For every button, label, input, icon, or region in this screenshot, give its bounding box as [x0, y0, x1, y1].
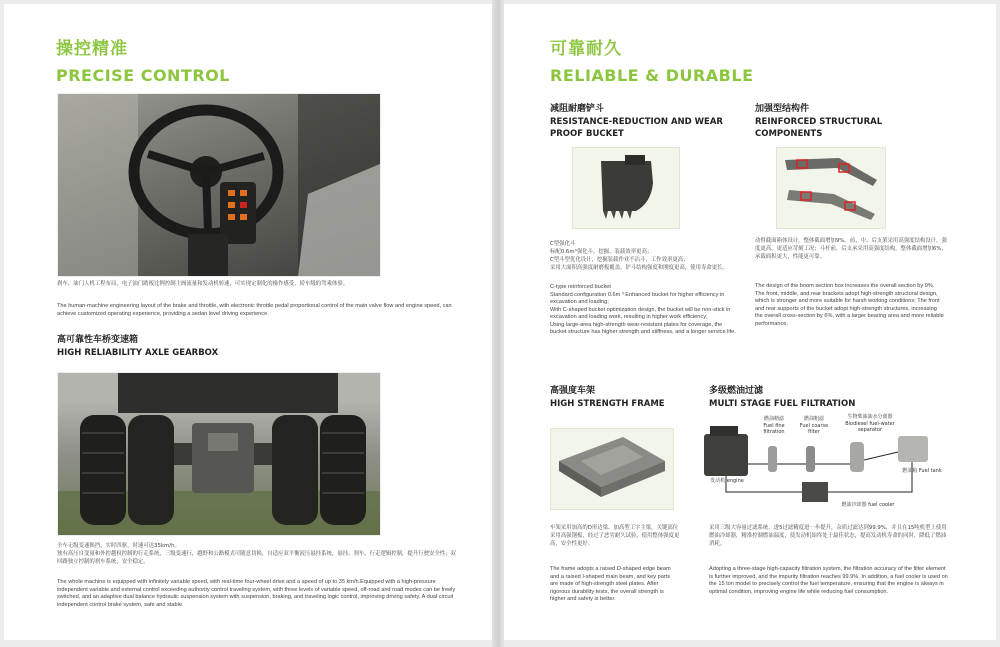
structure-description-en: The design of the boom section box increases the overall section by 9%. The front, middle, and rear brackets adopt high-strength structural design, which is stronger and more suitable for harsh working conditions; The front and rear supports of the bucket adopt high-strength structures, increasing the overall cross-section by 6%, with a larger bearing area and more reliable performance.: [755, 283, 944, 327]
right-page: [504, 4, 996, 640]
fuel-water-separator-label: 生物柴油油水分离器 Biodiesel fuel-water separator: [845, 414, 895, 433]
bucket-image: [572, 147, 680, 229]
boom-arm-icon: [779, 150, 883, 226]
axle-description-cn: 全车无级变速换挡，实时四驱，时速可达35km/h。 独有高压自变量和外控越权控制的行走系统，三级变速行，越野和公路模式可随意切换，自适应双平衡液压悬挂系统，悬挂、刹车、行走逻辑控制，提升行驶安全性；双回路独立控制的刹车系统，安全稳定。: [57, 543, 456, 565]
axle-gearbox-title-en: HIGH RELIABILITY AXLE GEARBOX: [57, 348, 219, 358]
engine-label: 发动机 engine: [710, 478, 744, 484]
steering-wheel-illustration: [58, 94, 380, 276]
fuel-tank-label: 燃油箱 Fuel tank: [902, 468, 942, 474]
precise-control-title-en: PRECISE CONTROL: [56, 66, 230, 85]
frame-title-cn: 高强度车架: [550, 386, 596, 396]
axle-description-en: The whole machine is equipped with infinitely variable speed, with real-time four-wheel drive and a speed of up to 35 km/h.Equipped with a high-pressure independent variable and external control exceeding authority control traveling system, with three levels of variable speed, off-road and road modes can be freely switched, and an adaptive dual balance hydraulic suspension system with suspension, braking, and traveling logic control, improving driving safety. A dual circuit independent control brake system, safe and stable.: [57, 579, 456, 608]
fuel-fine-filtration-label: 燃油精滤 Fuel fine filtration: [763, 416, 785, 435]
fuel-cooler-label: 燃油冷却器 fuel cooler: [841, 502, 895, 508]
structure-title-en: REINFORCED STRUCTURAL COMPONENTS: [755, 117, 883, 139]
filtration-title-en: MULTI STAGE FUEL FILTRATION: [709, 399, 856, 409]
structure-title-cn: 加强型结构件: [755, 104, 810, 114]
fuel-coarse-filter-label: 燃油粗滤 Fuel coarse filter: [799, 416, 829, 435]
control-description-cn: 刹车、油门人机工程布局，电子油门踏板比例控制主阀流量和发动机转速，可实现定制化的操作感受，轿车级的驾乘体验。: [57, 281, 349, 287]
bucket-description-cn: C型强化斗 标配0.6m³强化斗，挖掘、装载效率更高； C型斗型优化设计，挖掘装载作业不沾斗，工作效率更高； 采用大面积高强度耐磨板覆盖，铲斗结构强度和刚度更高，使用寿命更长。: [550, 241, 728, 271]
wheels-illustration: [58, 373, 380, 535]
frame-description-en: The frame adopts a raised D-shaped edge beam and a raised I-shaped main beam, and key parts are made of high-strength steel plates. After rigorous durability tests, the overall strength is higher and safety is better.: [550, 566, 671, 602]
frame-title-en: HIGH STRENGTH FRAME: [550, 399, 665, 409]
bucket-title-en: RESISTANCE-REDUCTION AND WEAR PROOF BUCKET: [550, 117, 723, 139]
filtration-description-cn: 采用三级大容量过滤系统，进5过滤精度进一步提升，杂质过滤达到99.9%，并且在15吨机型上使用燃油冷却器，精准控制燃油温度，使发动机始终处于最佳状态，提高发动机寿命的同时，降低了燃油消耗。: [709, 525, 947, 547]
book-gutter: [492, 0, 504, 647]
structural-components-image: [776, 147, 886, 229]
bucket-icon: [581, 153, 671, 223]
bucket-description-en: C-type reinforced bucket Standard configuration 0.6m ³ Enhanced bucket for higher efficiency in excavation and loading; With C-shaped bucket optimization design, the bucket will be non-stick in excavation and loading work, resulting in higher work efficiency; Using large-area high-strength wear-resistant plates for coverage, the bucket structure has higher strength and stiffness, and a longer service life.: [550, 284, 736, 335]
precise-control-title-cn: 操控精准: [56, 39, 128, 59]
structure-description-cn: 动臂截面箱体设计，整体截面增加9%。前、中、后支架采用高强度结构设计，强度更高，更适应苛刻工况；斗杆前、后支承采用高强度结构，整体截面增加6%，承载面积更大，性能更可靠。: [755, 238, 947, 260]
bucket-title-cn: 减阻耐磨铲斗: [550, 104, 605, 114]
axle-gearbox-title-cn: 高可靠性车桥变速箱: [57, 335, 139, 345]
filtration-title-cn: 多级燃油过滤: [709, 386, 764, 396]
cab-interior-photo: [57, 93, 381, 277]
filtration-description-en: Adopting a three-stage high-capacity filtration system, the filtration accuracy of the filter element is further improved, and the impurity filtration reaches 99.9%. In addition, a fuel cooler is used on the 15 ton model to precisely control the fuel temperature, ensuring that the engine is always in optimal condition, improving engine life while reducing fuel consumption.: [709, 566, 948, 595]
left-page: [4, 4, 492, 640]
control-description-en: The human-machine engineering layout of the brake and throttle, with electronic throttle pedal proportional control of the main valve flow and engine speed, can achieve customized operating experience, providing a sedan level driving experience.: [57, 303, 452, 317]
reliable-durable-title-cn: 可靠耐久: [550, 39, 622, 59]
fuel-filtration-diagram: [702, 412, 952, 516]
frame-image: [550, 428, 674, 510]
reliable-durable-title-en: RELIABLE & DURABLE: [550, 66, 754, 85]
frame-description-cn: 车架采用加高的D形边梁、加高型工字主梁，关键部位采用高强钢板，经过了恶劣耐久试验，使用整体强度更高，安全性更好。: [550, 525, 680, 547]
axle-gearbox-photo: [57, 372, 381, 536]
frame-icon: [553, 431, 671, 507]
